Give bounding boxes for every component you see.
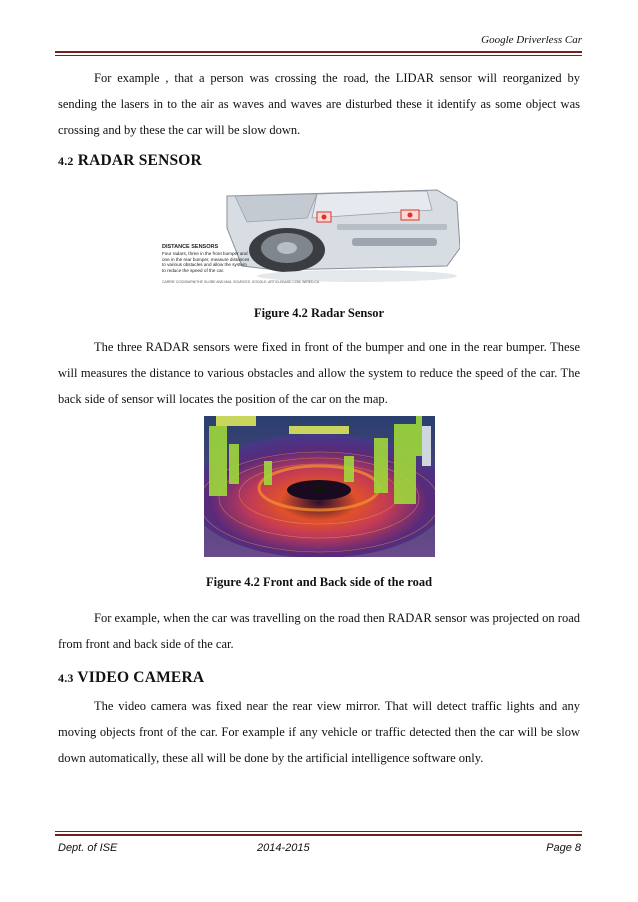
radar-panel-line: one in the rear bumper, measure distances [162,256,250,262]
paragraph-video-camera [58,693,580,771]
radar-panel-line: to reduce the speed of the car. [162,267,225,273]
header-rule-thick [55,51,582,53]
figure-credit: CARRIE COCKBURN/THE GLOBE AND MAIL SOURCES: GOOGLE; ARTICLEBASE.COM; WIRED.CA [162,280,320,284]
radar-panel-title: DISTANCE SENSORS [162,244,219,250]
paragraph-text: The video camera was fixed near the rear view mirror. That will detect traffic lights and any moving objects front of the car. For example if any vehicle or traffic detected then the car will be slow down automatically, these all will be done by the artificial intelligence software only. [58,699,580,765]
figure-lidar-point-cloud-image [204,416,435,557]
paragraph-text: The three RADAR sensors were fixed in front of the bumper and one in the rear bumper. These will measures the distance to various obstacles and allow the system to reduce the speed of the car. The back side of sensor will locates the position of the car on the map. [58,340,580,406]
paragraph-text: For example , that a person was crossing the road, the LIDAR sensor will reorganized by sending the lasers in to the air as waves and waves are disturbed these it identify as some object was crossing and by these the car will be slow down. [58,71,580,137]
paragraph-radar-description [58,334,580,412]
footer-page-number: Page 8 [546,842,581,854]
figure-radar-sensor-image [157,188,460,290]
paragraph-lidar-example [58,65,580,143]
header-rule-thin [55,55,582,56]
footer-year: 2014-2015 [257,842,310,854]
running-header-title: Google Driverless Car [481,34,582,46]
radar-info-panel [162,244,297,273]
section-heading-radar [58,152,202,170]
footer-department: Dept. of ISE [58,842,118,854]
section-title: RADAR SENSOR [77,152,202,169]
section-number: 4.3 [58,671,74,685]
footer-rule-thick [55,834,582,836]
radar-panel-line: Four radars, three in the front bumper and [162,251,248,256]
section-heading-video-camera [58,669,204,687]
figure-caption-radar: Figure 4.2 Radar Sensor [253,306,385,320]
paragraph-radar-projection [58,605,580,657]
radar-panel-line: to various obstacles and allow the system [162,262,247,268]
paragraph-text: For example, when the car was travelling on the road then RADAR sensor was projected on road from front and back side of the car. [58,611,580,651]
section-number: 4.2 [58,154,74,168]
figure-caption-lidar: Figure 4.2 Front and Back side of the road [205,575,433,589]
footer-rule-thin [55,831,582,832]
section-title: VIDEO CAMERA [77,669,205,686]
